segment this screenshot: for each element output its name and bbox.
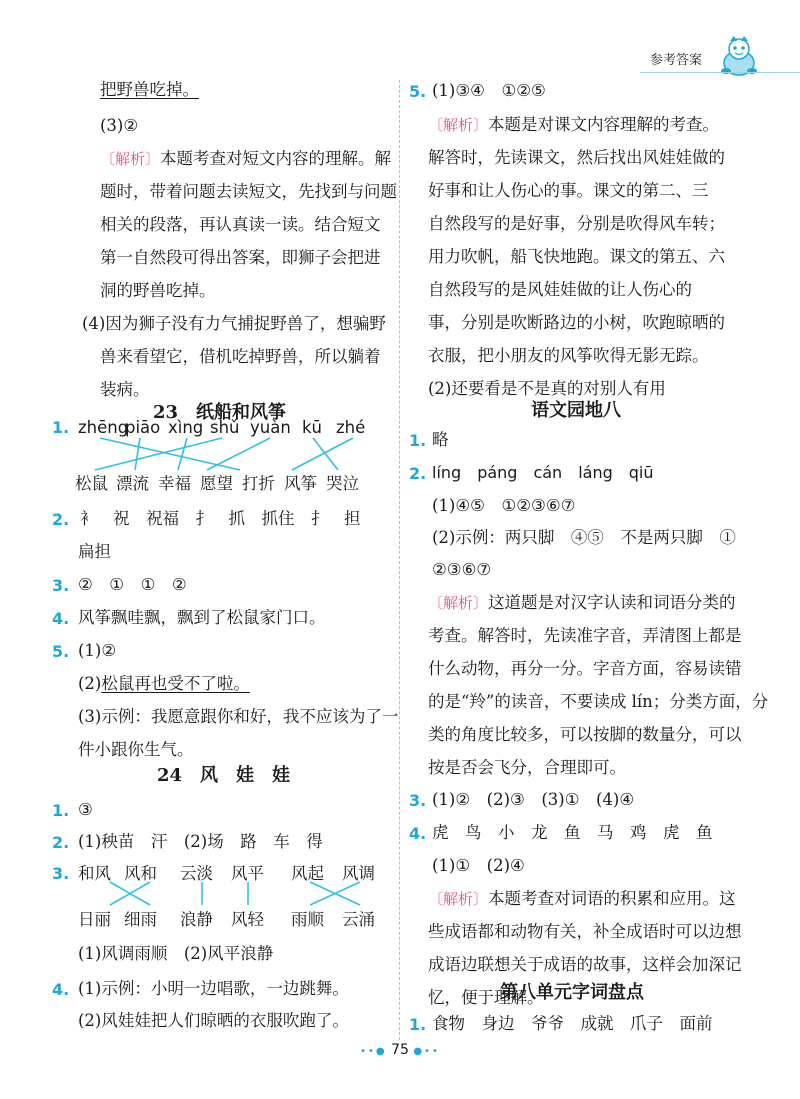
analysis-line: 些成语都和动物有关，补全成语时可以边想 — [428, 922, 742, 941]
analysis-tag: 〔解析〕 — [100, 150, 161, 168]
vocab-word: 漂流 — [116, 474, 149, 493]
question-number: 4. — [409, 824, 427, 843]
pinyin: piāo — [125, 418, 161, 437]
answer-line: 衤 祝 祝福 扌 抓 抓住 扌 担 — [80, 509, 361, 528]
answer-line: 扁担 — [78, 542, 111, 561]
vocab-word: 风起 — [291, 864, 324, 883]
page-number: 75 — [391, 1042, 409, 1058]
analysis-line: 什么动物，再分一分。字音方面，容易读错 — [428, 659, 742, 678]
column-divider — [399, 80, 400, 1040]
match-line — [135, 438, 140, 470]
vocab-word: 和风 — [78, 864, 111, 883]
pinyin: shǔ — [210, 418, 240, 437]
question-number: 2. — [52, 833, 70, 852]
analysis-line: 事，分别是吹断路边的小树，吹跑晾晒的 — [428, 313, 725, 332]
vocab-word: 云淡 — [180, 864, 213, 883]
section-title: 23 纸船和风筝 — [153, 402, 287, 423]
vocab-word: 风调 — [342, 864, 375, 883]
answer-line: (1)风调雨顺 (2)风平浪静 — [78, 944, 274, 963]
answer-line: (3)示例：我愿意跟你和好，我不应该为了一 — [78, 707, 399, 726]
question-number: 1. — [409, 431, 427, 450]
analysis-tag: 〔解析〕 — [428, 890, 489, 908]
question-number: 3. — [409, 791, 427, 810]
pinyin: kū — [302, 418, 323, 437]
analysis-line: 用力吹帆，船飞快地跑。课文的第五、六 — [428, 247, 725, 266]
answer-line: (2)还要看是不是真的对别人有用 — [428, 379, 666, 398]
vocab-word: 风筝 — [284, 474, 317, 493]
analysis-line: 自然段写的是风娃娃做的让人伤心的 — [428, 280, 692, 299]
header-rule — [640, 72, 800, 73]
question-number: 5. — [52, 642, 70, 661]
match-line — [313, 438, 338, 470]
analysis-line: 相关的段落，再认真读一读。结合短文 — [100, 215, 381, 234]
vocab-word: 风和 — [124, 864, 157, 883]
answer-line: ②③⑥⑦ — [432, 560, 492, 579]
match-line — [310, 882, 360, 905]
answer-line: (1)③④ ①②⑤ — [432, 81, 546, 100]
vocab-word: 幸福 — [158, 474, 191, 493]
answer-line: 装病。 — [100, 380, 150, 399]
decorative-dots: ••● — [360, 1046, 387, 1057]
analysis-line: 自然段写的是好事，分别是吹得风车转； — [428, 214, 725, 233]
question-number: 3. — [52, 576, 70, 595]
match-line — [110, 882, 150, 905]
analysis-line: 考查。解答时，先读准字音，弄清图上都是 — [428, 626, 742, 645]
answer-line: 把野兽吃掉。 — [100, 80, 199, 99]
answer-line: (2)松鼠再也受不了啦。 — [78, 674, 250, 693]
answer-line: ③ — [78, 800, 93, 819]
question-number: 5. — [409, 82, 427, 101]
section-title: 语文园地八 — [531, 400, 621, 421]
page-footer — [340, 1042, 460, 1062]
analysis-line: 解答时，先读课文，然后找出风娃娃做的 — [428, 148, 725, 167]
analysis-line: 按是否会飞分，合理即可。 — [428, 758, 626, 777]
analysis-line: 的是“羚”的读音，不要读成 lín；分类方面，分 — [428, 692, 769, 711]
match-line — [110, 882, 150, 905]
section-title: 24 风 娃 娃 — [157, 765, 291, 786]
question-number: 3. — [52, 864, 70, 883]
pinyin: xìng — [168, 418, 204, 437]
question-number: 1. — [52, 801, 70, 820]
pinyin: zhēng — [78, 418, 129, 437]
vocab-word: 哭泣 — [326, 474, 359, 493]
section-title: 第八单元字词盘点 — [500, 982, 644, 1003]
answer-line: (2)示例：两只脚 ④⑤ 不是两只脚 ① — [432, 528, 736, 547]
answer-line: (1)① (2)④ — [432, 856, 525, 875]
vocab-word: 风平 — [231, 864, 264, 883]
decorative-dots: ●•• — [413, 1046, 440, 1057]
analysis-tag: 〔解析〕 — [428, 116, 489, 134]
answer-line: (1)秧苗 汗 (2)场 路 车 得 — [78, 832, 323, 851]
answer-line: 风筝飘哇飘，飘到了松鼠家门口。 — [78, 608, 326, 627]
match-line — [207, 438, 270, 470]
analysis-line: 忆，便于理解。 — [428, 988, 544, 1007]
question-number: 4. — [52, 609, 70, 628]
vocab-word: 浪静 — [180, 910, 213, 929]
analysis-tag: 〔解析〕 — [428, 594, 489, 612]
vocab-word: 细雨 — [124, 910, 157, 929]
question-number: 4. — [52, 980, 70, 999]
vocab-word: 日丽 — [78, 910, 111, 929]
answer-line: (3)② — [100, 116, 139, 135]
answer-line: 食物 身边 爷爷 成就 爪子 面前 — [432, 1014, 713, 1033]
pinyin: yuàn — [250, 418, 291, 437]
analysis-line: 洞的野兽吃掉。 — [100, 281, 216, 300]
question-number: 1. — [409, 1015, 427, 1034]
match-line — [310, 882, 360, 905]
analysis-line: 〔解析〕本题是对课文内容理解的考查。 — [428, 115, 720, 134]
answer-line: (1)示例：小明一边唱歌，一边跳舞。 — [78, 979, 349, 998]
pinyin: zhé — [336, 418, 366, 437]
analysis-line: 第一自然段可得出答案，即狮子会把进 — [100, 248, 381, 267]
question-number: 2. — [52, 510, 70, 529]
answer-line: (1)② — [78, 641, 117, 660]
vocab-word: 风轻 — [231, 910, 264, 929]
answer-line: 件小跟你生气。 — [78, 740, 194, 759]
analysis-line: 衣服，把小朋友的风筝吹得无影无踪。 — [428, 346, 709, 365]
answer-line: ② ① ① ② — [78, 575, 187, 594]
match-line — [100, 438, 240, 470]
answer-line: (1)④⑤ ①②③⑥⑦ — [432, 496, 576, 515]
answer-line: (1)② (2)③ (3)① (4)④ — [432, 790, 635, 809]
answer-line: 虎 鸟 小 龙 鱼 马 鸡 虎 鱼 — [432, 823, 713, 842]
analysis-line: 类的角度比较多，可以按脚的数量分，可以 — [428, 725, 742, 744]
header-label: 参考答案 — [650, 53, 703, 68]
pinyin-line: líng páng cán láng qiū — [432, 463, 654, 482]
answer-line: 兽来看望它，借机吃掉野兽，所以躺着 — [100, 347, 381, 366]
match-line — [292, 438, 353, 470]
analysis-line: 〔解析〕本题考查对词语的积累和应用。这 — [428, 889, 736, 908]
vocab-word: 愿望 — [200, 474, 233, 493]
analysis-line: 好事和让人伤心的事。课文的第二、三 — [428, 181, 709, 200]
answer-line: (4)因为狮子没有力气捕捉野兽了，想骗野 — [82, 314, 386, 333]
vocab-word: 打折 — [242, 474, 275, 493]
analysis-line: 题时，带着问题去读短文，先找到与问题 — [100, 182, 397, 201]
match-line — [95, 438, 222, 470]
answer-line: 略 — [432, 430, 449, 449]
vocab-word: 雨顺 — [291, 910, 324, 929]
match-line — [178, 438, 187, 470]
answer-line: (2)风娃娃把人们晾晒的衣服吹跑了。 — [78, 1011, 349, 1030]
analysis-line: 〔解析〕本题考查对短文内容的理解。解 — [100, 149, 392, 168]
question-number: 1. — [52, 418, 70, 437]
question-number: 2. — [409, 464, 427, 483]
analysis-line: 〔解析〕这道题是对汉字认读和词语分类的 — [428, 593, 736, 612]
vocab-word: 松鼠 — [75, 474, 108, 493]
vocab-word: 云涌 — [342, 910, 375, 929]
analysis-line: 成语边联想关于成语的故事，这样会加深记 — [428, 955, 742, 974]
